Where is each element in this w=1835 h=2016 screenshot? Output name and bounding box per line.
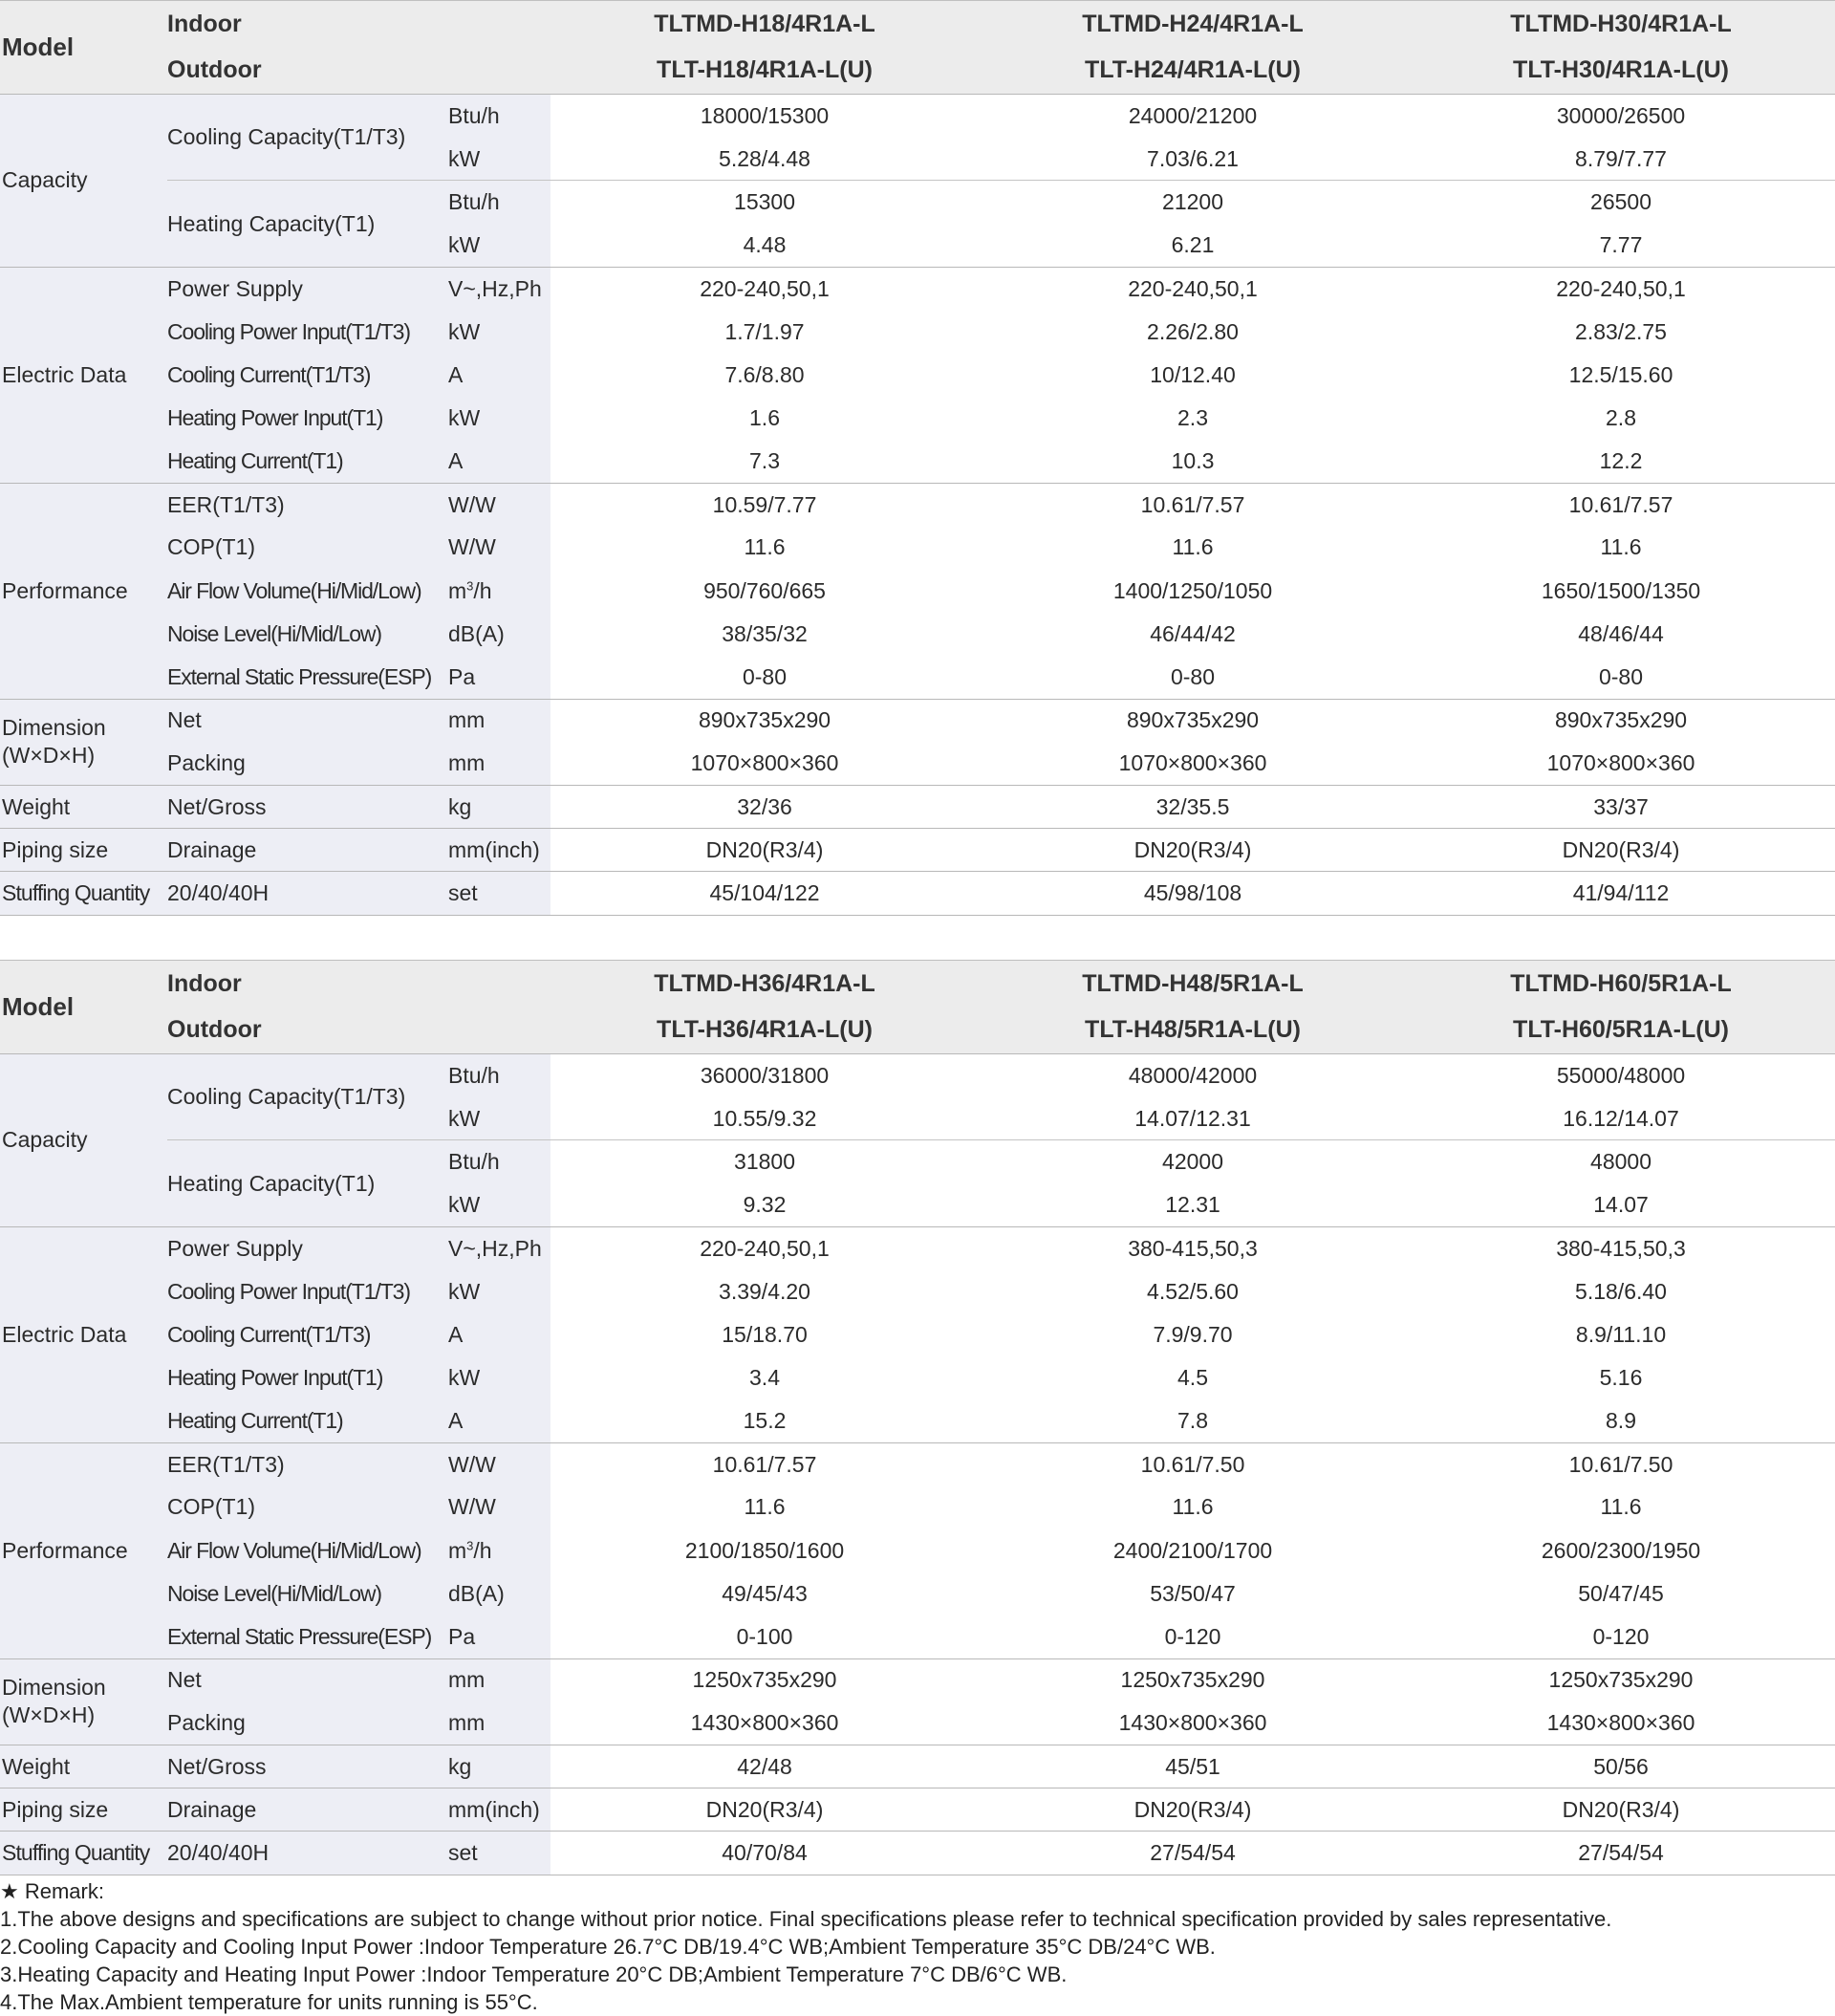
spec-value: 14.07/12.31 [979,1097,1407,1140]
outdoor-model-name: TLT-H30/4R1A-L(U) [1407,48,1835,95]
spec-value: 2.83/2.75 [1407,310,1835,353]
spec-value: 40/70/84 [550,1832,979,1875]
table-row [0,483,1835,526]
row-unit: kg [448,1745,550,1788]
row-parameter-label: Net [167,1658,448,1702]
spec-value: 48000 [1407,1140,1835,1183]
dimension-line: (W×D×H) [2,743,96,769]
table-row [0,1226,1835,1269]
row-unit: dB(A) [448,1572,550,1615]
row-unit: kW [448,224,550,267]
row-unit: A [448,1313,550,1356]
spec-value: 2100/1850/1600 [550,1529,979,1572]
spec-value: DN20(R3/4) [979,1788,1407,1832]
spec-value: 49/45/43 [550,1572,979,1615]
spec-value: 38/35/32 [550,613,979,656]
spec-value: 10.59/7.77 [550,483,979,526]
spec-value: 2.3 [979,397,1407,440]
table-row [0,397,1835,440]
row-group-label: Weight [0,786,167,829]
row-unit: kW [448,138,550,181]
spec-value: 16.12/14.07 [1407,1097,1835,1140]
row-parameter-label: Noise Level(Hi/Mid/Low) [167,613,448,656]
table-row [0,742,1835,785]
row-unit: kW [448,397,550,440]
indoor-label: Indoor [167,961,550,1008]
spec-value: 10.61/7.50 [979,1442,1407,1485]
spec-value: 6.21 [979,224,1407,267]
spec-value: 8.79/7.77 [1407,138,1835,181]
outdoor-label: Outdoor [167,48,550,95]
table-row [0,440,1835,483]
spec-value: 2600/2300/1950 [1407,1529,1835,1572]
spec-value: 18000/15300 [550,95,979,138]
outdoor-model-name: TLT-H18/4R1A-L(U) [550,48,979,95]
spec-value: 36000/31800 [550,1054,979,1097]
remark-item: 4.The Max.Ambient temperature for units running is 55°C. [0,1990,538,2014]
spec-value: 890x735x290 [1407,699,1835,742]
unit-tail: /h [473,577,492,603]
indoor-model-name: TLTMD-H60/5R1A-L [1407,961,1835,1008]
row-unit: Pa [448,1615,550,1658]
row-parameter-label: Cooling Capacity(T1/T3) [167,95,448,181]
row-parameter-label: Drainage [167,829,448,872]
unit-superscript: 3 [466,1538,474,1552]
unit-base: m [448,577,467,603]
spec-value: 2.8 [1407,397,1835,440]
row-unit: kW [448,1356,550,1399]
row-unit: mm(inch) [448,1788,550,1832]
row-unit: W/W [448,526,550,569]
row-parameter-label: Cooling Capacity(T1/T3) [167,1054,448,1140]
dimension-label [2,714,106,770]
row-parameter-label: COP(T1) [167,1485,448,1528]
spec-value: 10.61/7.57 [550,1442,979,1485]
row-unit: Btu/h [448,1140,550,1183]
spec-value: 11.6 [1407,526,1835,569]
model-label: Model [0,1,167,95]
spec-value: 7.3 [550,440,979,483]
row-group-label: Piping size [0,1788,167,1832]
spec-value: DN20(R3/4) [550,829,979,872]
spec-value: 7.8 [979,1399,1407,1442]
table-row [0,1572,1835,1615]
spec-value: 4.52/5.60 [979,1269,1407,1312]
row-unit: mm(inch) [448,829,550,872]
row-unit: W/W [448,483,550,526]
header-indoor-row [0,1,1835,48]
spec-value: 1250x735x290 [979,1658,1407,1702]
row-parameter-label: 20/40/40H [167,1832,448,1875]
spec-value: 0-100 [550,1615,979,1658]
remarks [0,1877,1835,2016]
dimension-label [2,1674,106,1729]
spec-value: 4.48 [550,224,979,267]
spec-value: 1430×800×360 [979,1702,1407,1745]
row-group-label: Performance [0,483,167,699]
spec-value: 1430×800×360 [1407,1702,1835,1745]
table-row [0,613,1835,656]
remarks-title [0,1877,1835,1905]
spec-value: 45/104/122 [550,872,979,915]
row-unit: kW [448,1097,550,1140]
row-parameter-label: Heating Power Input(T1) [167,1356,448,1399]
row-unit: Btu/h [448,181,550,224]
unit-base: m [448,1537,467,1563]
table-row [0,95,1835,138]
spec-value: 12.5/15.60 [1407,354,1835,397]
spec-value: 0-80 [1407,656,1835,699]
row-parameter-label: Net/Gross [167,786,448,829]
row-unit: kW [448,1183,550,1226]
spec-value: 11.6 [979,1485,1407,1528]
spec-value: 1400/1250/1050 [979,570,1407,613]
indoor-model-name: TLTMD-H30/4R1A-L [1407,1,1835,48]
spec-value: 220-240,50,1 [979,267,1407,310]
spec-value: 15300 [550,181,979,224]
spec-value: DN20(R3/4) [1407,829,1835,872]
table-row [0,872,1835,915]
spec-value: 7.9/9.70 [979,1313,1407,1356]
table-row [0,1313,1835,1356]
spec-value: 5.16 [1407,1356,1835,1399]
spec-value: 21200 [979,181,1407,224]
spec-value: 1250x735x290 [1407,1658,1835,1702]
row-parameter-label: Drainage [167,1788,448,1832]
spec-value: 32/36 [550,786,979,829]
outdoor-model-name: TLT-H24/4R1A-L(U) [979,48,1407,95]
outdoor-model-name: TLT-H48/5R1A-L(U) [979,1008,1407,1054]
model-label: Model [0,961,167,1054]
row-unit: A [448,1399,550,1442]
row-parameter-label: Heating Capacity(T1) [167,181,448,267]
spec-value: 46/44/42 [979,613,1407,656]
spec-value: 7.77 [1407,224,1835,267]
spec-value: 380-415,50,3 [979,1226,1407,1269]
row-parameter-label: External Static Pressure(ESP) [167,1615,448,1658]
spec-value: 3.39/4.20 [550,1269,979,1312]
indoor-model-name: TLTMD-H48/5R1A-L [979,961,1407,1008]
spec-value: 50/56 [1407,1745,1835,1788]
spec-value: 950/760/665 [550,570,979,613]
row-unit: Btu/h [448,95,550,138]
table-row [0,526,1835,569]
spec-value: 10.3 [979,440,1407,483]
row-parameter-label: Cooling Current(T1/T3) [167,354,448,397]
table-row [0,829,1835,872]
unit-superscript: 3 [466,578,474,593]
table-row [0,354,1835,397]
spec-value: 45/51 [979,1745,1407,1788]
row-group-label: Piping size [0,829,167,872]
row-unit: set [448,1832,550,1875]
row-unit: mm [448,699,550,742]
header-indoor-row [0,961,1835,1008]
spec-value: 42/48 [550,1745,979,1788]
row-parameter-label: Net [167,699,448,742]
spec-value: 31800 [550,1140,979,1183]
row-unit: A [448,440,550,483]
remark-item: 1.The above designs and specifications are subject to change without prior notice. Final specifications please refer to technical specification provided by sales representative. [0,1907,1612,1931]
spec-value: 890x735x290 [550,699,979,742]
spec-value: 30000/26500 [1407,95,1835,138]
row-group-label: Electric Data [0,267,167,483]
row-parameter-label: Noise Level(Hi/Mid/Low) [167,1572,448,1615]
outdoor-label: Outdoor [167,1008,550,1054]
table-row [0,1615,1835,1658]
row-parameter-label: Heating Capacity(T1) [167,1140,448,1226]
outdoor-model-name: TLT-H60/5R1A-L(U) [1407,1008,1835,1054]
spec-value: 0-80 [979,656,1407,699]
dimension-line: Dimension [2,1675,106,1701]
table-row [0,1269,1835,1312]
spec-value: 1070×800×360 [550,742,979,785]
indoor-model-name: TLTMD-H18/4R1A-L [550,1,979,48]
dimension-line: (W×D×H) [2,1702,96,1728]
row-parameter-label: Heating Current(T1) [167,440,448,483]
spec-value: 0-80 [550,656,979,699]
spec-value: 11.6 [979,526,1407,569]
spec-value: 1.7/1.97 [550,310,979,353]
remarks-title-text: Remark: [24,1879,104,1903]
row-parameter-label: EER(T1/T3) [167,483,448,526]
row-unit: kW [448,310,550,353]
spec-value: 5.18/6.40 [1407,1269,1835,1312]
row-parameter-label: COP(T1) [167,526,448,569]
row-group-label: Capacity [0,1054,167,1227]
row-unit [448,1529,550,1572]
row-unit: mm [448,1658,550,1702]
row-group-label [0,1658,167,1745]
spec-value: 12.2 [1407,440,1835,483]
table-row [0,1788,1835,1832]
unit-tail: /h [473,1537,492,1563]
spec-value: 220-240,50,1 [550,267,979,310]
spec-value: 8.9 [1407,1399,1835,1442]
row-parameter-label: Air Flow Volume(Hi/Mid/Low) [167,570,448,613]
spec-value: 8.9/11.10 [1407,1313,1835,1356]
spec-value: 2400/2100/1700 [979,1529,1407,1572]
spec-value: 53/50/47 [979,1572,1407,1615]
row-unit: mm [448,1702,550,1745]
spec-value: 27/54/54 [1407,1832,1835,1875]
row-parameter-label: 20/40/40H [167,872,448,915]
header-outdoor-row [0,48,1835,95]
spec-value: 48000/42000 [979,1054,1407,1097]
spec-value: 890x735x290 [979,699,1407,742]
spec-value: 380-415,50,3 [1407,1226,1835,1269]
table-row [0,1529,1835,1572]
spec-value: 11.6 [1407,1485,1835,1528]
table-row [0,786,1835,829]
spec-value: 1.6 [550,397,979,440]
spec-value: 26500 [1407,181,1835,224]
row-unit: dB(A) [448,613,550,656]
spec-value: 41/94/112 [1407,872,1835,915]
spec-value: 0-120 [1407,1615,1835,1658]
indoor-label: Indoor [167,1,550,48]
spec-value: 11.6 [550,526,979,569]
spec-value: 48/46/44 [1407,613,1835,656]
row-group-label: Stuffing Quantity [0,872,167,915]
row-unit: Btu/h [448,1054,550,1097]
spec-value: 1430×800×360 [550,1702,979,1745]
row-parameter-label: Air Flow Volume(Hi/Mid/Low) [167,1529,448,1572]
remark-item: 2.Cooling Capacity and Cooling Input Power :Indoor Temperature 26.7°C DB/19.4°C WB;Ambient Temperature 35°C DB/24°C WB. [0,1935,1216,1959]
spec-value: DN20(R3/4) [550,1788,979,1832]
table-row [0,656,1835,699]
spec-value: 1070×800×360 [1407,742,1835,785]
row-unit: kg [448,786,550,829]
table-row [0,1356,1835,1399]
row-parameter-label: Packing [167,742,448,785]
spec-value: 220-240,50,1 [1407,267,1835,310]
spec-value: 7.03/6.21 [979,138,1407,181]
table-row [0,1399,1835,1442]
spec-value: 2.26/2.80 [979,310,1407,353]
spec-value: 10.61/7.57 [979,483,1407,526]
row-unit: W/W [448,1442,550,1485]
row-group-label: Capacity [0,95,167,268]
row-unit: V~,Hz,Ph [448,267,550,310]
spec-value: 10.61/7.57 [1407,483,1835,526]
spec-value: 5.28/4.48 [550,138,979,181]
spec-value: 12.31 [979,1183,1407,1226]
row-group-label: Stuffing Quantity [0,1832,167,1875]
row-parameter-label: Power Supply [167,1226,448,1269]
row-parameter-label: Packing [167,1702,448,1745]
indoor-model-name: TLTMD-H36/4R1A-L [550,961,979,1008]
spec-table [0,0,1835,916]
row-group-label: Weight [0,1745,167,1788]
row-unit [448,570,550,613]
table-row [0,1702,1835,1745]
row-unit: set [448,872,550,915]
spec-value: 0-120 [979,1615,1407,1658]
spec-value: 1250x735x290 [550,1658,979,1702]
indoor-model-name: TLTMD-H24/4R1A-L [979,1,1407,48]
row-group-label [0,699,167,785]
table-row [0,1485,1835,1528]
spec-value: 15/18.70 [550,1313,979,1356]
row-parameter-label: Cooling Power Input(T1/T3) [167,1269,448,1312]
spec-value: DN20(R3/4) [1407,1788,1835,1832]
table-row [0,181,1835,224]
spec-value: DN20(R3/4) [979,829,1407,872]
spec-value: 1070×800×360 [979,742,1407,785]
row-parameter-label: Cooling Power Input(T1/T3) [167,310,448,353]
dimension-line: Dimension [2,715,106,741]
remark-item: 3.Heating Capacity and Heating Input Power :Indoor Temperature 20°C DB;Ambient Temperature 7°C DB/6°C WB. [0,1962,1068,1986]
row-parameter-label: Heating Power Input(T1) [167,397,448,440]
spec-value: 4.5 [979,1356,1407,1399]
spec-value: 27/54/54 [979,1832,1407,1875]
table-row [0,1442,1835,1485]
header-outdoor-row [0,1008,1835,1054]
spec-value: 42000 [979,1140,1407,1183]
spec-value: 55000/48000 [1407,1054,1835,1097]
spec-value: 10.61/7.50 [1407,1442,1835,1485]
spec-value: 33/37 [1407,786,1835,829]
spec-value: 3.4 [550,1356,979,1399]
table-row [0,570,1835,613]
spec-value: 15.2 [550,1399,979,1442]
row-parameter-label: Power Supply [167,267,448,310]
row-group-label: Performance [0,1442,167,1658]
row-parameter-label: External Static Pressure(ESP) [167,656,448,699]
row-unit: kW [448,1269,550,1312]
spec-value: 11.6 [550,1485,979,1528]
table-row [0,267,1835,310]
table-row [0,1054,1835,1097]
row-parameter-label: Cooling Current(T1/T3) [167,1313,448,1356]
row-unit: Pa [448,656,550,699]
spec-value: 7.6/8.80 [550,354,979,397]
table-row [0,699,1835,742]
row-unit: mm [448,742,550,785]
spec-value: 24000/21200 [979,95,1407,138]
spec-value: 220-240,50,1 [550,1226,979,1269]
row-unit: A [448,354,550,397]
spec-value: 50/47/45 [1407,1572,1835,1615]
table-row [0,1745,1835,1788]
row-parameter-label: Heating Current(T1) [167,1399,448,1442]
spec-value: 45/98/108 [979,872,1407,915]
row-group-label: Electric Data [0,1226,167,1442]
star-icon: ★ [0,1879,19,1903]
spec-value: 10.55/9.32 [550,1097,979,1140]
table-row [0,310,1835,353]
table-row [0,1832,1835,1875]
table-row [0,1658,1835,1702]
row-unit: W/W [448,1485,550,1528]
spec-value: 9.32 [550,1183,979,1226]
row-parameter-label: Net/Gross [167,1745,448,1788]
spec-value: 32/35.5 [979,786,1407,829]
spec-table [0,960,1835,1875]
outdoor-model-name: TLT-H36/4R1A-L(U) [550,1008,979,1054]
row-parameter-label: EER(T1/T3) [167,1442,448,1485]
spec-value: 10/12.40 [979,354,1407,397]
spec-value: 1650/1500/1350 [1407,570,1835,613]
spec-value: 14.07 [1407,1183,1835,1226]
row-unit: V~,Hz,Ph [448,1226,550,1269]
table-row [0,1140,1835,1183]
